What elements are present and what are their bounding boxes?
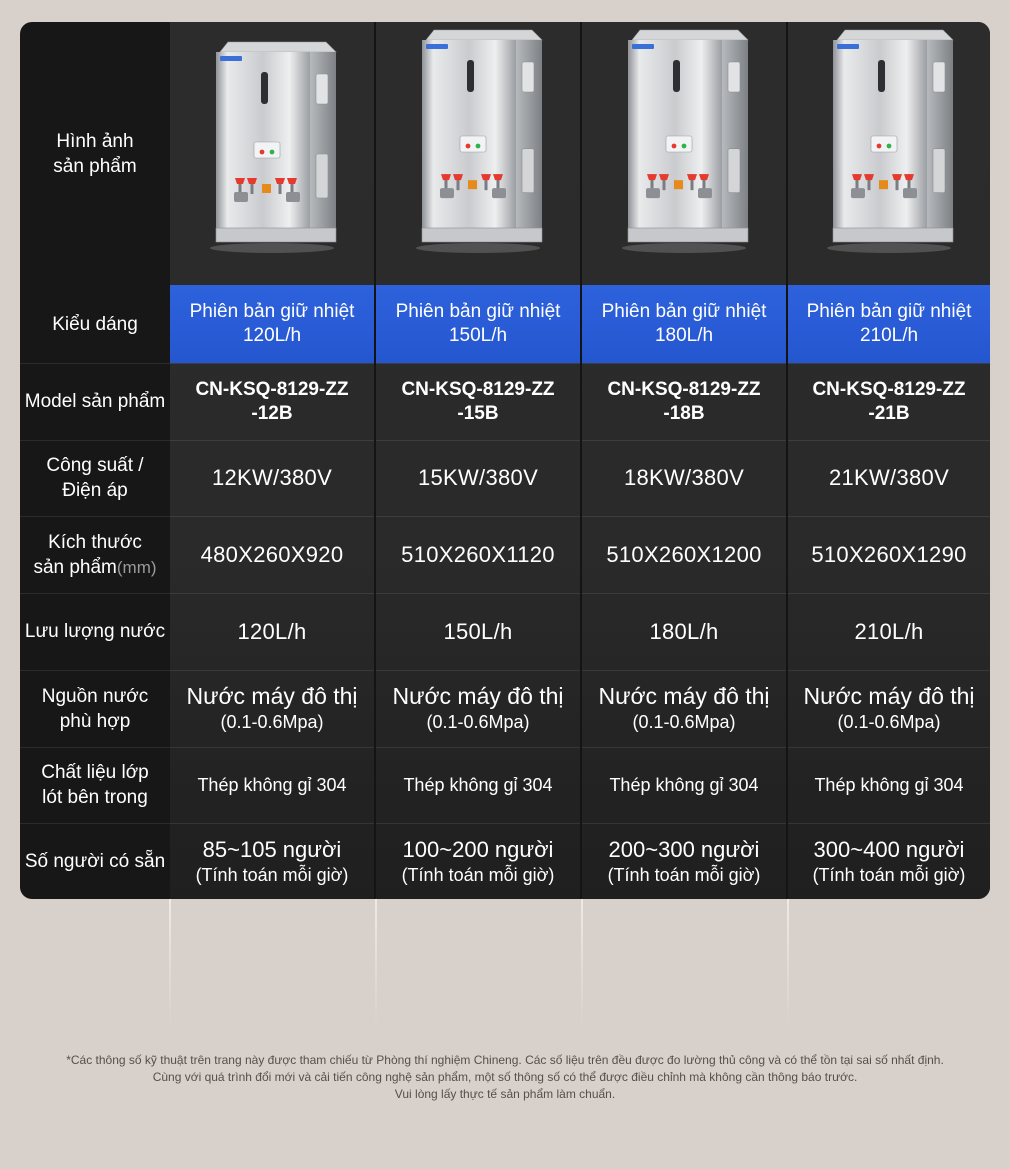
faucet-right — [903, 188, 917, 198]
indicator-green — [682, 144, 687, 149]
indicator-red — [466, 144, 471, 149]
water-boiler-image-4 — [819, 22, 959, 277]
warning-label — [674, 180, 683, 189]
flow-cell-1: 120L/h — [237, 618, 307, 644]
side-gauge — [522, 62, 534, 92]
style-cell-2: Phiên bản giữ nhiệt 150L/h — [376, 285, 580, 363]
size-cell-1: 480X260X920 — [200, 541, 344, 567]
faucet-left — [234, 192, 248, 202]
source-cell-1: Nước máy đô thị (0.1-0.6Mpa) — [186, 683, 358, 732]
side-vent — [933, 149, 945, 193]
power-cell-4: 21KW/380V — [828, 465, 950, 490]
people-cell-2: 100~200 người (Tính toán mỗi giờ) — [401, 836, 555, 885]
boiler-base — [422, 228, 542, 242]
level-window — [673, 60, 680, 92]
control-panel — [460, 136, 486, 152]
people-cell-1: 85~105 người (Tính toán mỗi giờ) — [195, 836, 349, 885]
water-boiler-image-1 — [202, 22, 342, 267]
warning-label — [468, 180, 477, 189]
control-panel — [254, 142, 280, 158]
level-window — [878, 60, 885, 92]
power-cell-1: 12KW/380V — [211, 465, 333, 490]
flow-cell-3: 180L/h — [649, 618, 719, 644]
water-boiler-image-2 — [408, 22, 548, 277]
faucet-left — [646, 188, 660, 198]
side-vent — [728, 149, 740, 193]
brand-logo — [426, 44, 448, 49]
source-cell-3: Nước máy đô thị (0.1-0.6Mpa) — [598, 683, 770, 732]
people-cell-3: 200~300 người (Tính toán mỗi giờ) — [607, 836, 761, 885]
power-cell-3: 18KW/380V — [623, 465, 745, 490]
product-image-cell-1 — [170, 22, 374, 285]
warning-label — [262, 184, 271, 193]
boiler-shadow — [622, 243, 746, 253]
product-image-cell-4 — [788, 22, 990, 285]
light-streak — [169, 899, 171, 1029]
light-streak — [581, 899, 583, 1029]
indicator-green — [887, 144, 892, 149]
label-size: Kích thước sản phẩm(mm) — [33, 531, 157, 578]
label-water-source: Nguồn nước phù hợp — [41, 685, 149, 732]
material-cell-4: Thép không gỉ 304 — [814, 774, 964, 795]
label-model: Model sản phẩm — [24, 391, 166, 412]
faucet-right — [286, 192, 300, 202]
power-cell-2: 15KW/380V — [417, 465, 539, 490]
brand-logo — [632, 44, 654, 49]
source-cell-4: Nước máy đô thị (0.1-0.6Mpa) — [803, 683, 975, 732]
row-divider — [20, 516, 990, 517]
label-material: Chất liệu lớp lót bên trong — [41, 762, 149, 808]
boiler-shadow — [210, 243, 334, 253]
warning-label — [879, 180, 888, 189]
side-gauge — [316, 74, 328, 104]
boiler-shadow — [416, 243, 540, 253]
material-cell-1: Thép không gỉ 304 — [197, 774, 347, 795]
side-gauge — [933, 62, 945, 92]
style-cell-3: Phiên bản giữ nhiệt 180L/h — [582, 285, 786, 363]
label-power: Công suất / Điện áp — [46, 455, 144, 501]
label-style: Kiểu dáng — [52, 313, 138, 335]
size-cell-4: 510X260X1290 — [811, 541, 967, 567]
model-cell-3: CN-KSQ-8129-ZZ -18B — [607, 378, 761, 424]
row-divider — [20, 823, 990, 824]
indicator-red — [877, 144, 882, 149]
side-vent — [522, 149, 534, 193]
row-divider — [20, 440, 990, 441]
model-cell-4: CN-KSQ-8129-ZZ -21B — [812, 378, 966, 424]
side-gauge — [728, 62, 740, 92]
row-divider — [20, 363, 990, 364]
product-image-cell-2 — [376, 22, 580, 285]
boiler-lid — [426, 30, 542, 40]
model-cell-1: CN-KSQ-8129-ZZ -12B — [195, 378, 349, 424]
indicator-green — [476, 144, 481, 149]
control-panel — [871, 136, 897, 152]
faucet-left — [440, 188, 454, 198]
water-boiler-image-3 — [614, 22, 754, 277]
label-product-image: Hình ảnh sản phẩm — [53, 130, 137, 177]
size-cell-3: 510X260X1200 — [606, 541, 762, 567]
model-cell-2: CN-KSQ-8129-ZZ -15B — [401, 378, 555, 424]
material-cell-3: Thép không gỉ 304 — [609, 774, 759, 795]
material-cell-2: Thép không gỉ 304 — [403, 774, 553, 795]
column-divider — [786, 22, 788, 899]
brand-logo — [220, 56, 242, 61]
level-window — [467, 60, 474, 92]
size-cell-2: 510X260X1120 — [401, 541, 555, 567]
row-divider — [20, 747, 990, 748]
control-panel — [666, 136, 692, 152]
faucet-right — [492, 188, 506, 198]
disclaimer-footnote: *Các thông số kỹ thuật trên trang này được tham chiếu từ Phòng thí nghiệm Chineng. Các số liệu trên đều được đo lường thủ công và có thể tồn tại sai số nhất định. Cùng với quá trình đổi mới và cải tiến công nghệ sản phẩm, một số thông số có thể được điều chỉnh mà không cần thông báo trước. Vui lòng lấy thực tế sản phẩm làm chuẩn. — [66, 1053, 944, 1101]
indicator-green — [270, 150, 275, 155]
boiler-base — [216, 228, 336, 242]
label-people: Số người có sẵn — [24, 850, 166, 872]
boiler-shadow — [827, 243, 951, 253]
row-divider — [20, 593, 990, 594]
boiler-lid — [632, 30, 748, 40]
row-divider — [20, 670, 990, 671]
faucet-right — [698, 188, 712, 198]
style-cell-4: Phiên bản giữ nhiệt 210L/h — [788, 285, 990, 363]
flow-cell-4: 210L/h — [854, 618, 924, 644]
people-cell-4: 300~400 người (Tính toán mỗi giờ) — [812, 836, 966, 885]
indicator-red — [672, 144, 677, 149]
flow-cell-2: 150L/h — [443, 618, 513, 644]
unit-mm: (mm) — [116, 557, 157, 577]
column-divider — [580, 22, 582, 899]
product-image-cell-3 — [582, 22, 786, 285]
boiler-lid — [837, 30, 953, 40]
brand-logo — [837, 44, 859, 49]
light-streak — [787, 899, 789, 1029]
source-cell-2: Nước máy đô thị (0.1-0.6Mpa) — [392, 683, 564, 732]
indicator-red — [260, 150, 265, 155]
side-vent — [316, 154, 328, 198]
light-streak — [375, 899, 377, 1029]
faucet-left — [851, 188, 865, 198]
label-flow: Lưu lượng nước — [24, 621, 166, 642]
column-divider — [374, 22, 376, 899]
level-window — [261, 72, 268, 104]
boiler-base — [833, 228, 953, 242]
spec-table — [20, 22, 990, 899]
boiler-lid — [220, 42, 336, 52]
boiler-base — [628, 228, 748, 242]
style-cell-1: Phiên bản giữ nhiệt 120L/h — [170, 285, 374, 363]
